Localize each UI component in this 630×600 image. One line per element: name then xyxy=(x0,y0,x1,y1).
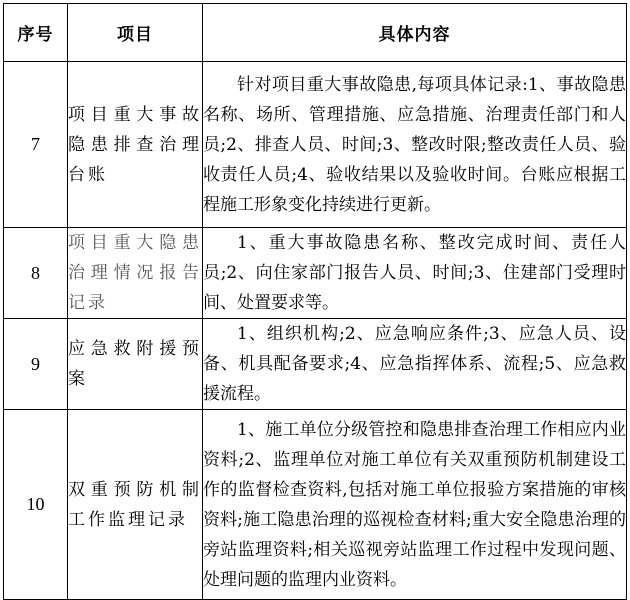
row-item: 项目重大事故隐患排查治理台账 xyxy=(68,62,203,228)
row-item: 应急救附援预案 xyxy=(68,319,203,410)
table-row xyxy=(4,62,627,228)
header-content: 具体内容 xyxy=(203,4,627,62)
row-item: 项目重大隐患治理情况报告记录 xyxy=(68,228,203,319)
table-row xyxy=(4,410,627,600)
row-item: 双重预防机制工作监理记录 xyxy=(68,410,203,600)
row-content: 1、组织机构;2、应急响应条件;3、应急人员、设备、机具配备要求;4、应急指挥体系、流程;5、应急救援流程。 xyxy=(203,319,627,410)
row-content: 1、重大事故隐患名称、整改完成时间、责任人员;2、向住家部门报告人员、时间;3、住建部门受理时间、处置要求等。 xyxy=(203,228,627,319)
content-table xyxy=(3,3,627,600)
table-row xyxy=(4,228,627,319)
row-content: 针对项目重大事故隐患,每项具体记录:1、事故隐患名称、场所、管理措施、应急措施、治理责任部门和人员;2、排查人员、时间;3、整改时限;整改责任人员、验收责任人员;4、验收结果以及验收时间。台账应根据工程施工形象变化持续进行更新。 xyxy=(203,62,627,228)
row-content: 1、施工单位分级管控和隐患排查治理工作相应内业资料;2、监理单位对施工单位有关双重预防机制建设工作的监督检查资料,包括对施工单位报验方案措施的审核资料;施工隐患治理的巡视检查材料;重大安全隐患治理的旁站监理资料;相关巡视旁站监理工作过程中发现问题、处理问题的监理内业资料。 xyxy=(203,410,627,600)
table-header-row xyxy=(4,4,627,62)
header-item: 项目 xyxy=(68,4,203,62)
header-no: 序号 xyxy=(4,4,68,62)
row-number: 10 xyxy=(4,410,68,600)
table-row xyxy=(4,319,627,410)
row-number: 7 xyxy=(4,62,68,228)
row-number: 9 xyxy=(4,319,68,410)
row-number: 8 xyxy=(4,228,68,319)
